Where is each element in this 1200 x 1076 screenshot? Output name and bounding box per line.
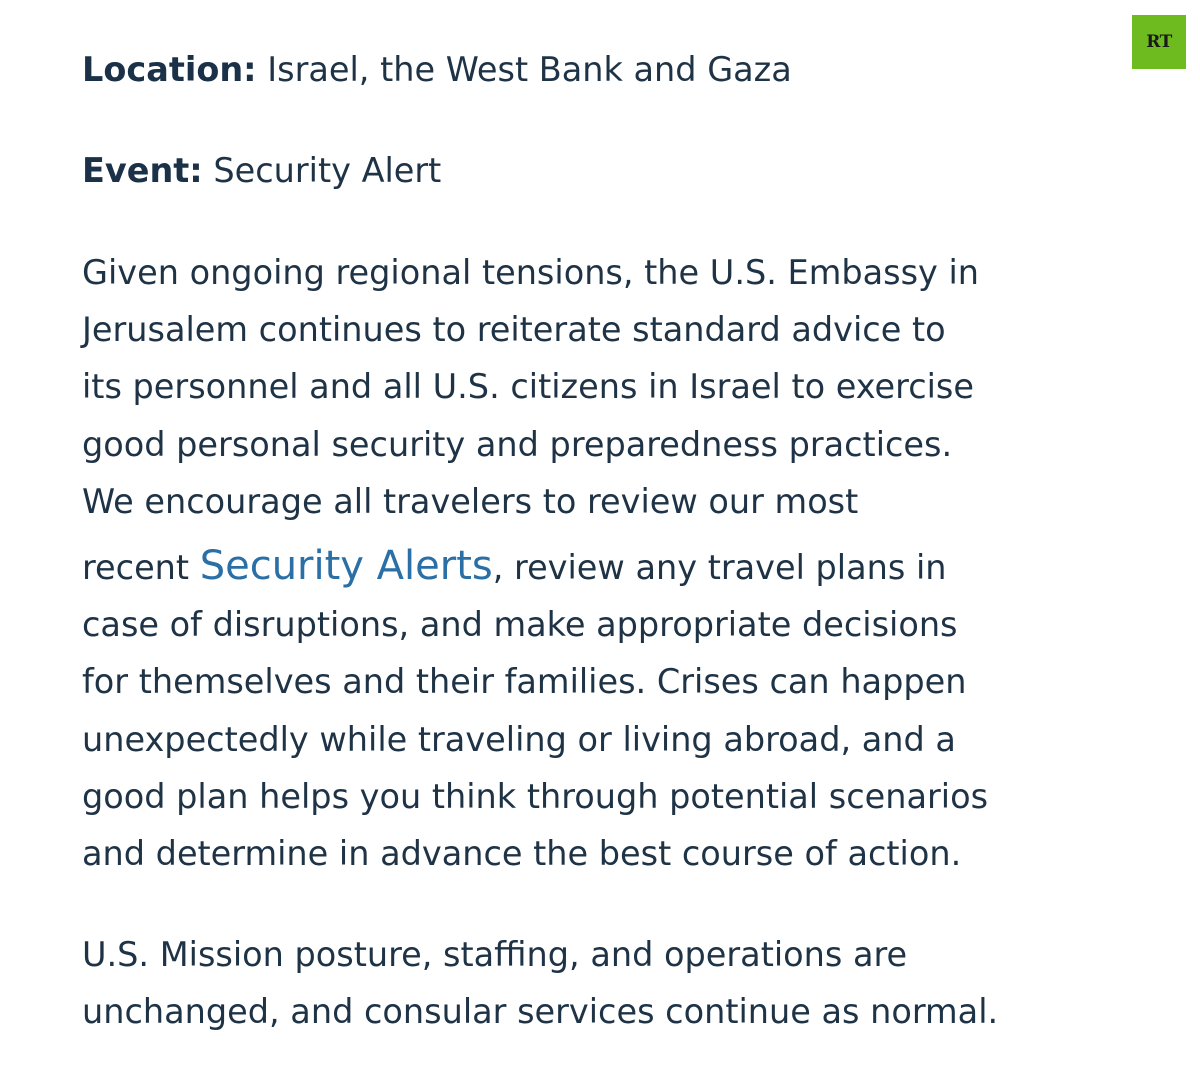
paragraph-line: Given ongoing regional tensions, the U.S. Embassy in [82,253,980,292]
paragraph-line [82,543,947,589]
paragraph-line: good personal security and preparedness practices. [82,425,953,464]
paragraph-line: good plan helps you think through potential scenarios [82,777,989,816]
location-label: Location: [82,50,257,89]
paragraph-line: its personnel and all U.S. citizens in Israel to exercise [82,367,974,406]
event-line [82,151,442,190]
paragraph-text: , review any travel plans in [492,548,947,587]
event-label: Event: [82,151,203,190]
paragraph-line: and determine in advance the best course of action. [82,834,962,873]
rt-logo [1132,15,1186,69]
paragraph-line: case of disruptions, and make appropriate decisions [82,605,958,644]
paragraph-line: Jerusalem continues to reiterate standard advice to [82,310,946,349]
paragraph-text: recent [82,548,200,587]
paragraph-line: U.S. Mission posture, staffing, and operations are [82,935,908,974]
location-line [82,50,792,89]
event-value: Security Alert [202,151,442,190]
location-value: Israel, the West Bank and Gaza [256,50,792,89]
paragraph-line: unchanged, and consular services continue as normal. [82,992,999,1031]
security-alerts-link[interactable]: Security Alerts [199,543,493,589]
paragraph-line: unexpectedly while traveling or living abroad, and a [82,720,956,759]
paragraph-line: for themselves and their families. Crises can happen [82,662,967,701]
rt-logo-text: RT [1146,32,1172,52]
paragraph-line: We encourage all travelers to review our most [82,482,859,521]
